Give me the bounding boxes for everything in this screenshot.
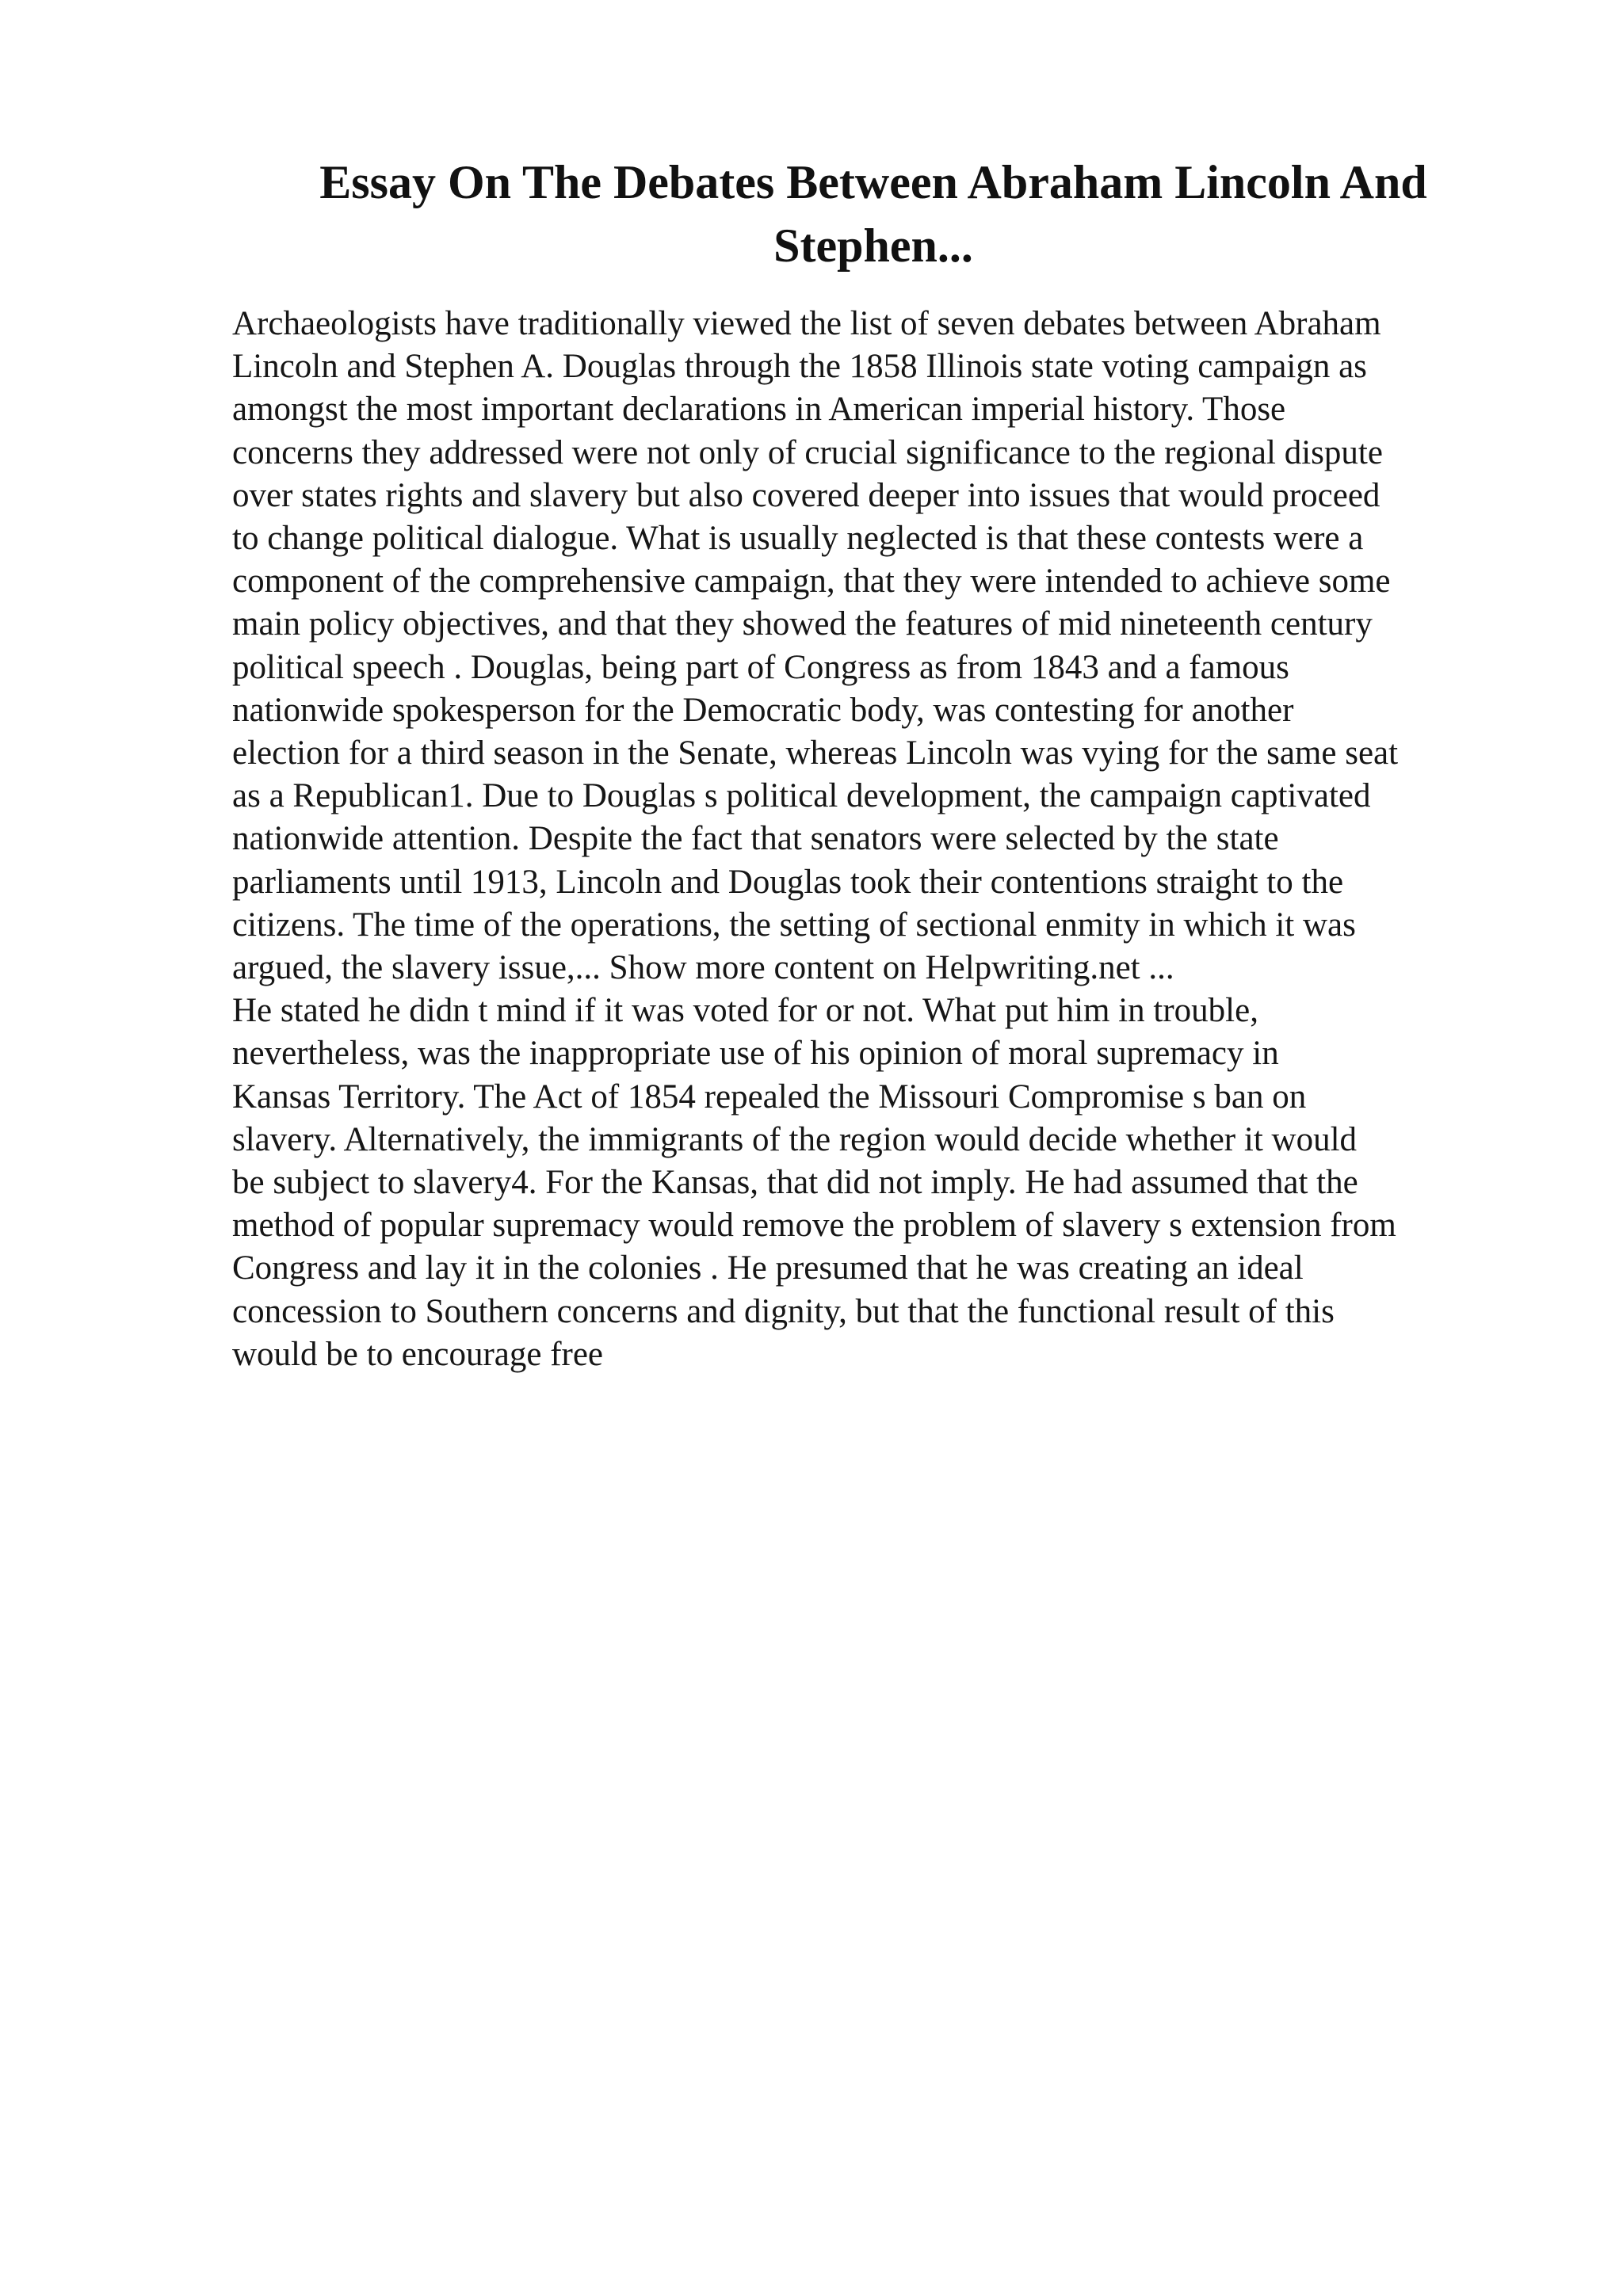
essay-body-line: nationwide attention. Despite the fact that senators were selected by the state [232, 820, 1279, 858]
essay-body-line: Congress and lay it in the colonies . He presumed that he was creating an ideal [232, 1249, 1304, 1287]
essay-body-line: Archaeologists have traditionally viewed the list of seven debates between Abraham [232, 305, 1381, 342]
essay-title-line: Essay On The Debates Between Abraham Lincoln And [319, 156, 1427, 208]
essay-body-line: concession to Southern concerns and dignity, but that the functional result of this [232, 1292, 1335, 1330]
essay-body [232, 303, 1520, 1376]
essay-body-line: concerns they addressed were not only of crucial significance to the regional dispute [232, 433, 1383, 471]
essay-body-line: nationwide spokesperson for the Democratic body, was contesting for another [232, 691, 1294, 729]
essay-title-line: Stephen... [773, 219, 973, 272]
essay-body-line: as a Republican1. Due to Douglas s political development, the campaign captivated [232, 777, 1371, 815]
essay-body-line: parliaments until 1913, Lincoln and Douglas took their contentions straight to the [232, 863, 1344, 901]
essay-body-line: election for a third season in the Senate, whereas Lincoln was vying for the same seat [232, 734, 1399, 772]
essay-body-line: amongst the most important declarations in American imperial history. Those [232, 391, 1286, 429]
essay-body-line: be subject to slavery4. For the Kansas, that did not imply. He had assumed that the [232, 1164, 1358, 1202]
essay-body-line: political speech . Douglas, being part of Congress as from 1843 and a famous [232, 648, 1289, 686]
essay-body-line: citizens. The time of the operations, the setting of sectional enmity in which it was [232, 906, 1356, 944]
essay-body-line: component of the comprehensive campaign, that they were intended to achieve some [232, 563, 1391, 601]
essay-body-line: would be to encourage free [232, 1335, 604, 1373]
essay-body-line: method of popular supremacy would remove the problem of slavery s extension from [232, 1207, 1396, 1245]
essay-body-line: He stated he didn t mind if it was voted for or not. What put him in trouble, [232, 992, 1258, 1030]
essay-body-line: Lincoln and Stephen A. Douglas through the 1858 Illinois state voting campaign as [232, 348, 1367, 386]
essay-body-line: main policy objectives, and that they showed the features of mid nineteenth century [232, 605, 1373, 643]
essay-body-line: to change political dialogue. What is usually neglected is that these contests were a [232, 520, 1364, 558]
essay-body-line: slavery. Alternatively, the immigrants of the region would decide whether it would [232, 1120, 1358, 1158]
essay-body-line: nevertheless, was the inappropriate use of his opinion of moral supremacy in [232, 1035, 1279, 1073]
essay-body-line: argued, the slavery issue,... Show more content on Helpwriting.net ... [232, 949, 1174, 987]
essay-body-line: over states rights and slavery but also covered deeper into issues that would proceed [232, 476, 1381, 514]
essay-title [231, 151, 1515, 277]
essay-body-line: Kansas Territory. The Act of 1854 repealed the Missouri Compromise s ban on [232, 1077, 1307, 1116]
